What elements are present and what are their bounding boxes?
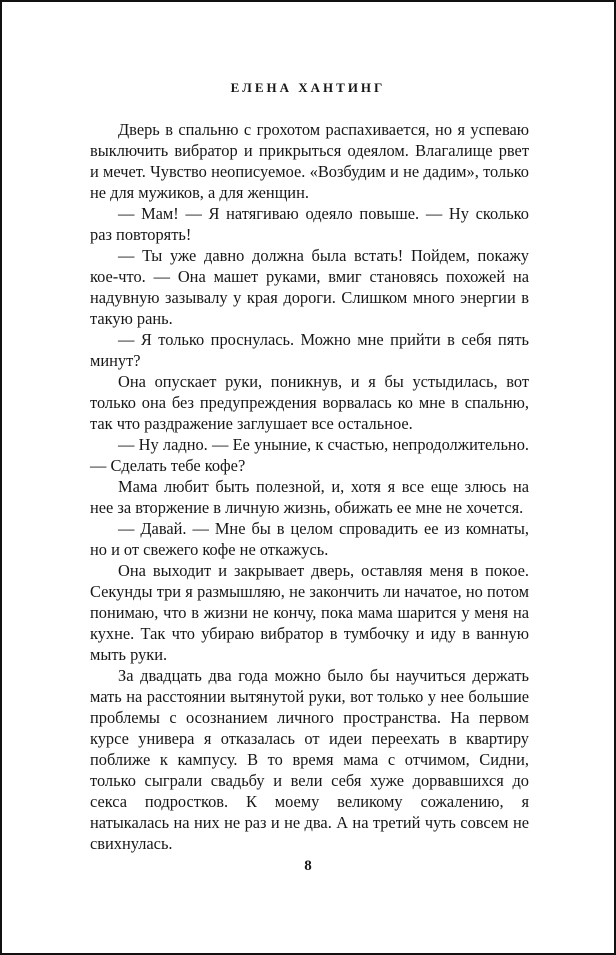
paragraph: Она выходит и закрывает дверь, оставляя меня в покое. Секунды три я размышляю, не закончить ли начатое, но потом понимаю, что в жизни не кончу, пока мама шарится у меня на кухне. Так что убираю вибратор в тумбочку и иду в ванную мыть руки. [90, 561, 529, 664]
paragraph: — Мам! — Я натягиваю одеяло повыше. — Ну сколько раз повторять! [90, 204, 529, 244]
page-number: 8 [304, 858, 312, 874]
paragraph: — Давай. — Мне бы в целом спровадить ее из комнаты, но и от свежего кофе не откажусь. [90, 519, 529, 559]
page-body [90, 119, 529, 854]
paragraph: Она опускает руки, поникнув, и я бы устыдилась, вот только она без предупреждения ворвалась ко мне в спальню, так что раздражение заглушает все остальное. [90, 372, 529, 433]
running-title: ЕЛЕНА ХАНТИНГ [230, 80, 386, 95]
paragraph: — Ты уже давно должна была встать! Пойдем, покажу кое-что. — Она машет руками, вмиг становясь похожей на надувную зазывалу у края дороги. Слишком много энергии в такую рань. [90, 246, 529, 328]
paragraph: — Ну ладно. — Ее уныние, к счастью, непродолжительно. — Сделать тебе кофе? [90, 435, 529, 475]
paragraph: — Я только проснулась. Можно мне прийти в себя пять минут? [90, 330, 529, 370]
paragraph: Дверь в спальню с грохотом распахивается, но я успеваю выключить вибратор и прикрыться одеялом. Влагалище рвет и мечет. Чувство неописуемое. «Возбудим и не дадим», только не для мужиков, а для женщин. [90, 120, 529, 202]
paragraph: Мама любит быть полезной, и, хотя я все еще злюсь на нее за вторжение в личную жизнь, обижать ее мне не хочется. [90, 477, 529, 517]
paragraph: За двадцать два года можно было бы научиться держать мать на расстоянии вытянутой руки, вот только у нее большие проблемы с осознанием личного пространства. На первом курсе универа я отказалась от идеи переехать в квартиру поближе к кампусу. В то время мама с отчимом, Сидни, только сыграли свадьбу и вели себя хуже дорвавшихся до секса подростков. К моему великому сожалению, я натыкалась на них не раз и не два. А на третий чуть совсем не свихнулась. [90, 666, 529, 853]
